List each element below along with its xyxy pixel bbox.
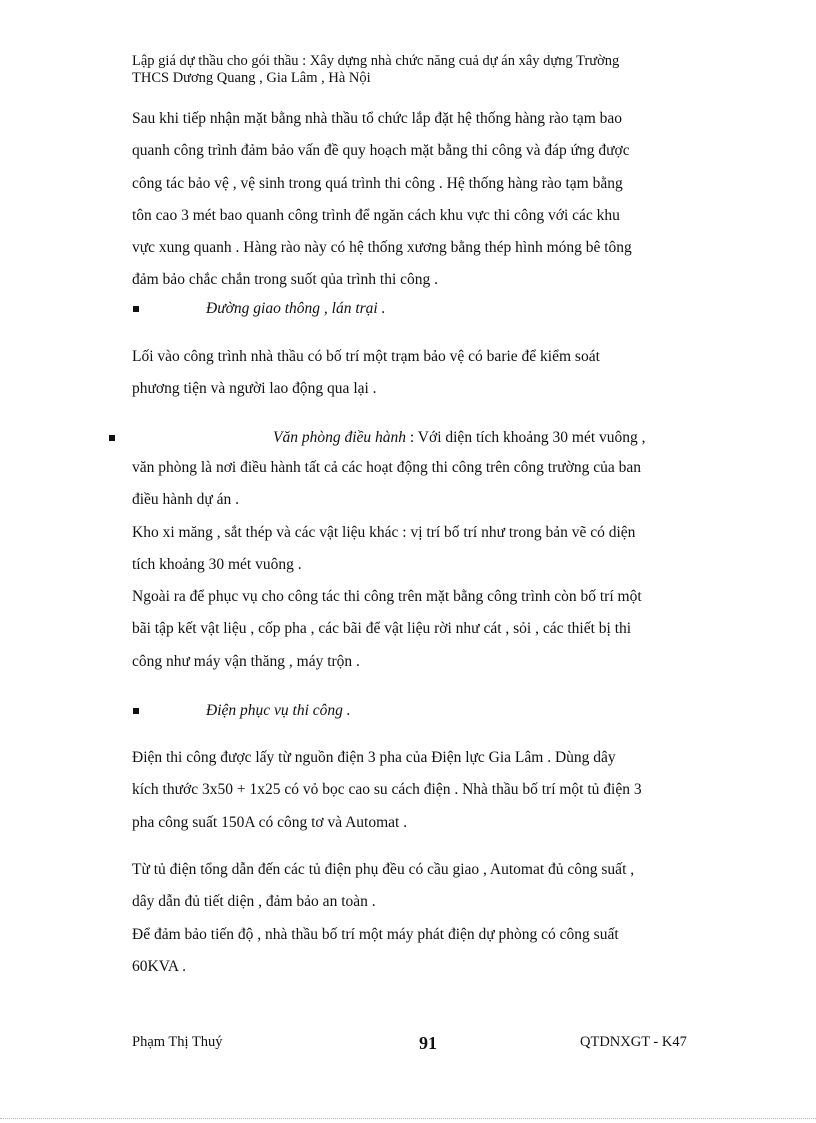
bullet-heading-roads: Đường giao thông , lán trại .: [206, 300, 386, 317]
text-line: dây dẫn đủ tiết diện , đảm bảo an toàn .: [132, 893, 376, 911]
text-line: vực xung quanh . Hàng rào này có hệ thống xương bằng thép hình móng bê tông: [132, 239, 632, 257]
paragraph-distribution: [132, 854, 712, 983]
text-line: pha công suất 150A có công tơ và Automat .: [132, 813, 408, 831]
document-header: [132, 53, 702, 87]
text-line: Kho xi măng , sắt thép và các vật liệu khác : vị trí bố trí như trong bản vẽ có diện: [132, 523, 636, 541]
text-line: tích khoảng 30 mét vuông .: [132, 555, 302, 573]
text-line: văn phòng là nơi điều hành tất cả các hoạt động thi công trên công trường của ban: [132, 459, 642, 476]
text-line: điều hành dự án .: [132, 491, 239, 509]
bullet-square-icon: [109, 435, 115, 441]
bullet-heading-electricity: Điện phục vụ thi công .: [206, 702, 351, 719]
text-line: công tác bảo vệ , vệ sinh trong quá trình thi công . Hệ thống hàng rào tạm bằng: [132, 174, 623, 192]
page-number: 91: [419, 1033, 437, 1053]
paragraph-entrance: [132, 341, 712, 406]
header-line-1: Lập giá dự thầu cho gói thầu : Xây dựng nhà chức năng cuả dự án xây dựng Trường: [132, 53, 620, 69]
text-line: Từ tủ điện tổng dẫn đến các tủ điện phụ đều có cầu giao , Automat đủ công suất ,: [132, 861, 635, 878]
paragraph-fence: [132, 103, 712, 297]
bullet-heading-office: [273, 427, 646, 449]
text-line: Điện thi công được lấy từ nguồn điện 3 pha của Điện lực Gia Lâm . Dùng dây: [132, 749, 616, 766]
text-line: công như máy vận thăng , máy trộn .: [132, 652, 360, 670]
paragraph-power-supply: [132, 742, 712, 839]
bullet-square-icon: [133, 306, 139, 312]
text-line: Ngoài ra để phục vụ cho công tác thi công trên mặt bằng công trình còn bố trí một: [132, 588, 642, 606]
text-line: Lối vào công trình nhà thầu có bố trí một trạm bảo vệ có barie để kiểm soát: [132, 348, 600, 365]
text-line: kích thước 3x50 + 1x25 có vỏ bọc cao su cách điện . Nhà thầu bố trí một tủ điện 3: [132, 781, 642, 799]
header-line-2: THCS Dương Quang , Gia Lâm , Hà Nội: [132, 70, 371, 86]
footer-class-code: QTDNXGT - K47: [580, 1034, 687, 1050]
bullet-square-icon: [133, 708, 139, 714]
text-line: 60KVA .: [132, 957, 186, 975]
text-line: Sau khi tiếp nhận mặt bằng nhà thầu tổ chức lắp đặt hệ thống hàng rào tạm bao: [132, 110, 623, 127]
text-line: bãi tập kết vật liệu , cốp pha , các bãi để vật liệu rời như cát , sỏi , các thiết bị thi: [132, 620, 632, 638]
text-line: đảm bảo chắc chắn trong suốt qủa trình thi công .: [132, 271, 439, 289]
footer-author: Phạm Thị Thuý: [132, 1034, 223, 1050]
text-line: quanh công trình đảm bảo vấn đề quy hoạch mặt bằng thi công và đáp ứng được: [132, 142, 630, 160]
paragraph-office-storage: [132, 452, 712, 678]
office-description: : Với diện tích khoảng 30 mét vuông ,: [406, 429, 646, 446]
text-line: tôn cao 3 mét bao quanh công trình để ngăn cách khu vực thi công với các khu: [132, 206, 620, 224]
office-title: Văn phòng điều hành: [273, 429, 407, 446]
text-line: phương tiện và người lao động qua lại .: [132, 380, 377, 398]
page-bottom-divider: [0, 1118, 816, 1119]
text-line: Để đảm bảo tiến độ , nhà thầu bố trí một máy phát điện dự phòng có công suất: [132, 925, 619, 943]
